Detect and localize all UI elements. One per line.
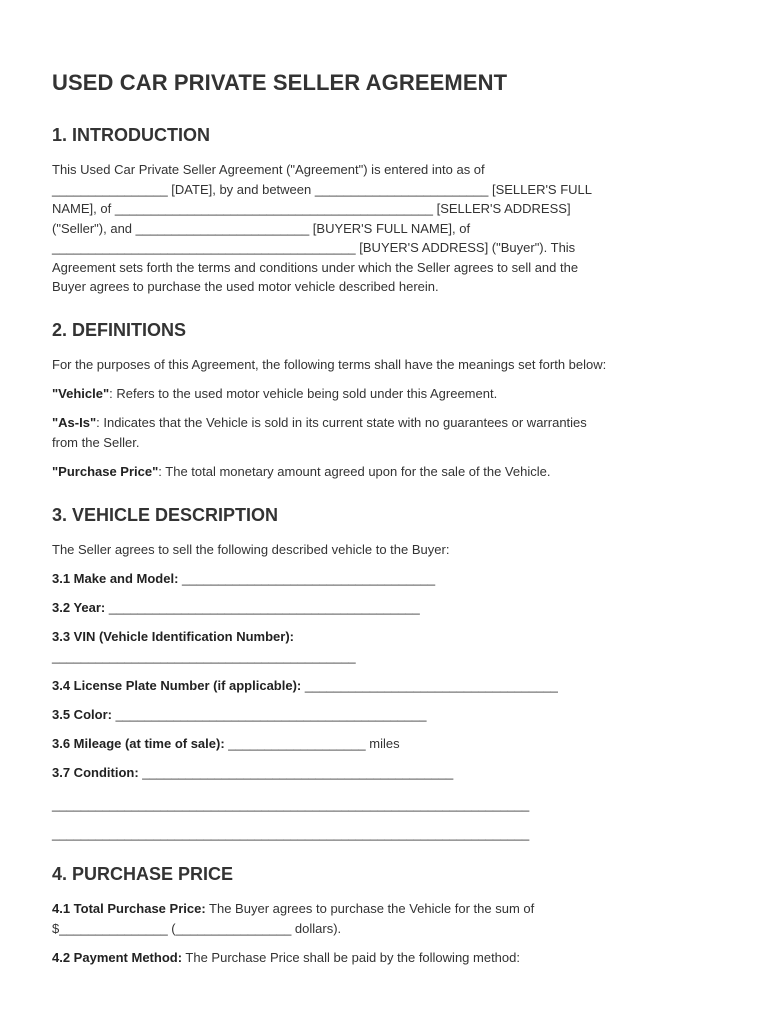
introduction-paragraph <box>52 160 718 297</box>
field-label: 4.2 Payment Method: <box>52 950 183 965</box>
intro-line: NAME], of ____________________________________________ [SELLER'S ADDRESS] <box>52 201 571 216</box>
field-label: 3.2 Year: <box>52 600 106 615</box>
field-condition <box>52 763 718 783</box>
definition-text: : Indicates that the Vehicle is sold in its current state with no guarantees or warranties <box>96 415 587 430</box>
field-make-model <box>52 569 718 589</box>
field-label: 4.1 Total Purchase Price: <box>52 901 206 916</box>
intro-line: ________________ [DATE], by and between ________________________ [SELLER'S FULL <box>52 181 593 197</box>
field-total-purchase-price <box>52 899 718 938</box>
field-license-plate <box>52 676 718 696</box>
field-label: 3.7 Condition: <box>52 765 139 780</box>
definition-text: : Refers to the used motor vehicle being sold under this Agreement. <box>109 386 498 401</box>
field-label: 3.6 Mileage (at time of sale): <box>52 736 225 751</box>
total-price-text: The Buyer agrees to purchase the Vehicle for the sum of <box>205 901 535 916</box>
field-vin <box>52 627 718 666</box>
condition-blank[interactable]: ___________________________________________ <box>138 765 454 780</box>
section-heading-introduction: 1. INTRODUCTION <box>52 125 211 145</box>
definition-vehicle <box>52 384 718 404</box>
field-year <box>52 598 718 618</box>
field-label: 3.3 VIN (Vehicle Identification Number): <box>52 629 294 644</box>
total-price-blank[interactable]: $_______________ (________________ dollars). <box>52 920 342 936</box>
vin-blank[interactable]: __________________________________________ <box>52 648 356 664</box>
vehicle-intro: The Seller agrees to sell the following described vehicle to the Buyer: <box>52 542 450 557</box>
definition-term: "As-Is" <box>52 415 97 430</box>
color-blank[interactable]: ___________________________________________ <box>111 707 427 722</box>
payment-method-text: The Purchase Price shall be paid by the following method: <box>182 950 520 965</box>
condition-blank-line[interactable]: __________________________________________________________________ <box>52 826 530 841</box>
field-label: 3.5 Color: <box>52 707 112 722</box>
definition-term: "Purchase Price" <box>52 464 159 479</box>
definition-text-continued: from the Seller. <box>52 434 140 450</box>
section-heading-definitions: 2. DEFINITIONS <box>52 320 187 340</box>
license-plate-blank[interactable]: ___________________________________ <box>301 678 558 693</box>
section-heading-purchase-price: 4. PURCHASE PRICE <box>52 864 234 884</box>
field-payment-method <box>52 948 718 968</box>
field-label: 3.1 Make and Model: <box>52 571 179 586</box>
definition-as-is <box>52 413 718 452</box>
definition-term: "Vehicle" <box>52 386 110 401</box>
field-label: 3.4 License Plate Number (if applicable): <box>52 678 302 693</box>
mileage-blank[interactable]: ___________________ miles <box>224 736 400 751</box>
field-color <box>52 705 718 725</box>
definition-text: : The total monetary amount agreed upon for the sale of the Vehicle. <box>158 464 551 479</box>
make-model-blank[interactable]: ___________________________________ <box>178 571 436 586</box>
intro-line: __________________________________________ [BUYER'S ADDRESS] ("Buyer"). This <box>52 240 576 255</box>
definitions-intro: For the purposes of this Agreement, the following terms shall have the meanings set forth below: <box>52 357 607 372</box>
document-title: USED CAR PRIVATE SELLER AGREEMENT <box>52 70 508 95</box>
field-mileage <box>52 734 718 754</box>
intro-line: Buyer agrees to purchase the used motor vehicle described herein. <box>52 279 439 294</box>
section-heading-vehicle-description: 3. VEHICLE DESCRIPTION <box>52 505 279 525</box>
intro-line: Agreement sets forth the terms and conditions under which the Seller agrees to sell and the <box>52 259 579 275</box>
intro-line: ("Seller"), and ________________________ [BUYER'S FULL NAME], of <box>52 220 471 236</box>
intro-line: This Used Car Private Seller Agreement ("Agreement") is entered into as of <box>52 162 485 177</box>
year-blank[interactable]: ___________________________________________ <box>105 600 420 615</box>
condition-blank-line[interactable]: __________________________________________________________________ <box>52 797 530 812</box>
definition-purchase-price <box>52 462 718 482</box>
